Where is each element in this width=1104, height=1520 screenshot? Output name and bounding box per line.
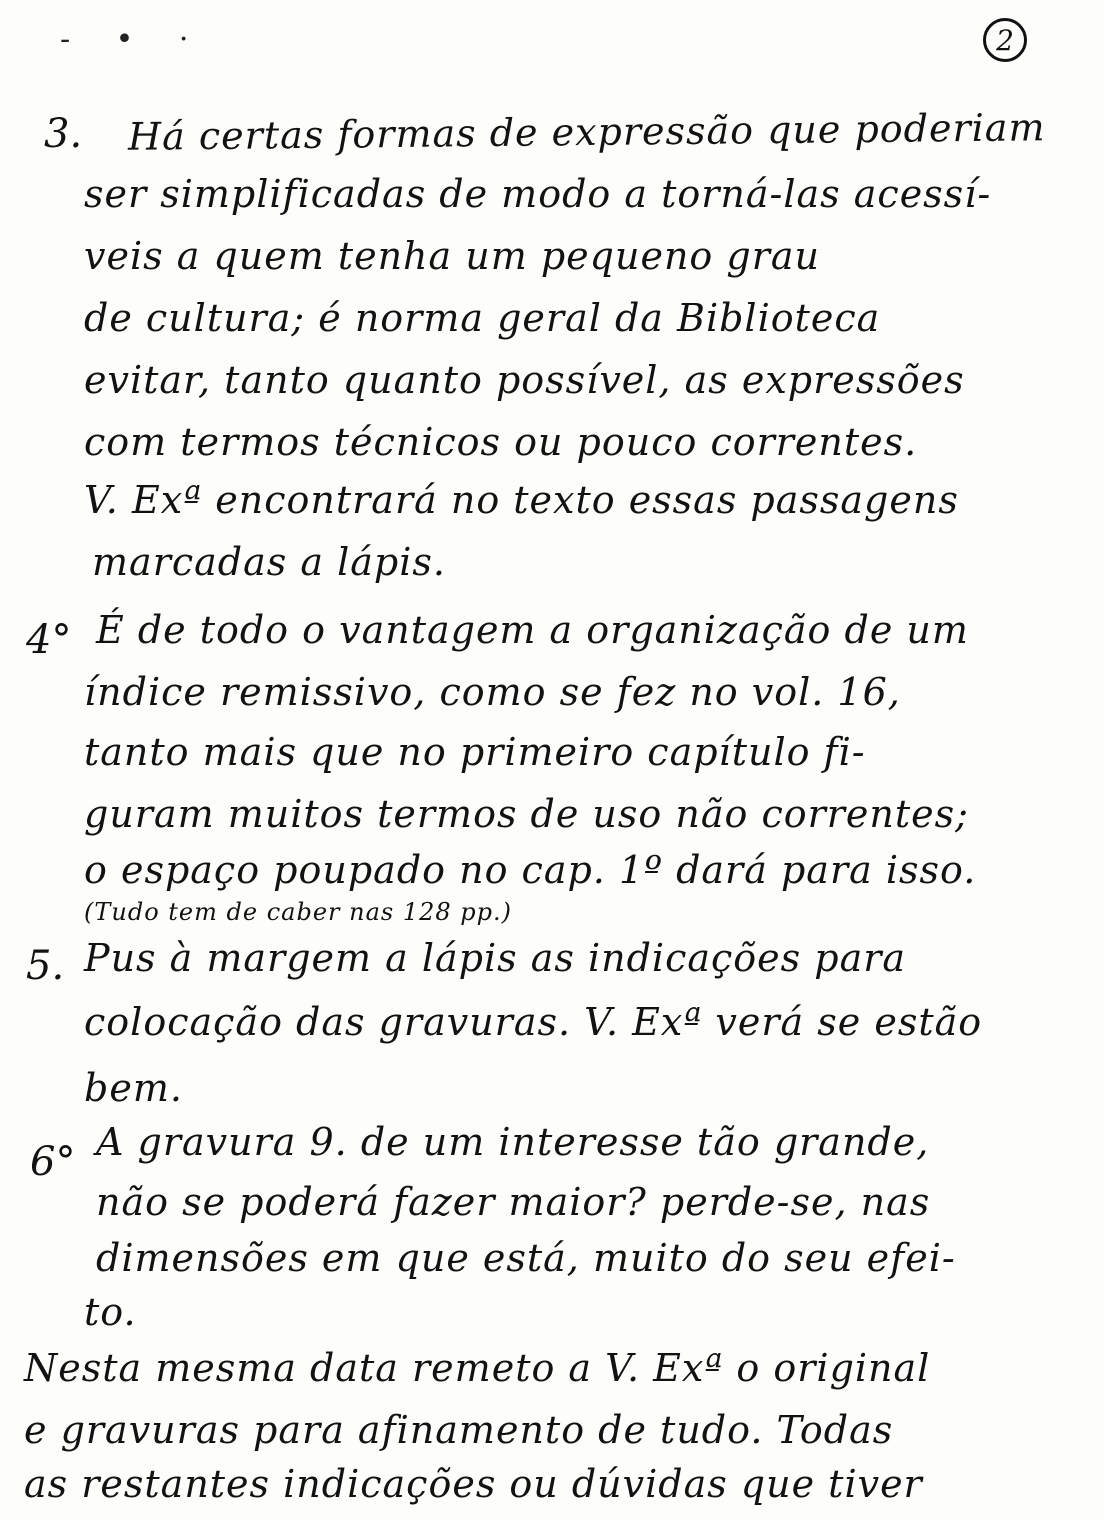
item-3-line-3: veis a quem tenha um pequeno grau (84, 234, 820, 278)
item-3-line-6: com termos técnicos ou pouco correntes. (84, 420, 918, 464)
closing-line-3: as restantes indicações ou dúvidas que tiver (24, 1462, 923, 1506)
item-4-note: (Tudo tem de caber nas 128 pp.) (84, 898, 512, 926)
page-number: 2 (983, 18, 1027, 62)
item-5-line-3: bem. (84, 1066, 183, 1110)
item-3-line-2: ser simplificadas de modo a torná-las acessí- (84, 172, 992, 216)
item-4-line-1: É de todo o vantagem a organização de um (96, 608, 969, 652)
item-6-number: 6° (30, 1139, 76, 1185)
item-6-line-1: A gravura 9. de um interesse tão grande, (96, 1120, 930, 1164)
item-5-line-2: colocação das gravuras. V. Exª verá se estão (84, 1000, 983, 1044)
closing-line-2: e gravuras para afinamento de tudo. Todas (24, 1408, 894, 1452)
item-6-line-2: não se poderá fazer maior? perde-se, nas (96, 1180, 931, 1224)
closing-line-1: Nesta mesma data remeto a V. Exª o original (24, 1346, 931, 1390)
item-4-line-3: tanto mais que no primeiro capítulo fi- (84, 730, 866, 774)
item-4-line-2: índice remissivo, como se fez no vol. 16, (84, 670, 901, 714)
item-3-line-4: de cultura; é norma geral da Biblioteca (84, 296, 881, 340)
item-3-line-8: marcadas a lápis. (92, 540, 446, 584)
item-5-line-1: Pus à margem a lápis as indicações para (84, 936, 907, 980)
item-3-line-7: V. Exª encontrará no texto essas passagens (84, 478, 959, 522)
item-6-line-3: dimensões em que está, muito do seu efei- (96, 1236, 956, 1280)
item-3-line-1: Há certas formas de expressão que poderiam (127, 105, 1046, 159)
item-4-line-5: o espaço poupado no cap. 1º dará para isso. (84, 848, 977, 892)
item-3-number: 3. (44, 111, 83, 157)
item-4-number: 4° (26, 617, 72, 663)
stray-marks: - • · (60, 22, 207, 57)
item-5-number: 5. (26, 943, 65, 989)
item-4-line-4: guram muitos termos de uso não correntes; (84, 792, 969, 836)
item-6-line-4: to. (84, 1290, 137, 1334)
item-3-line-5: evitar, tanto quanto possível, as expressões (84, 358, 965, 402)
